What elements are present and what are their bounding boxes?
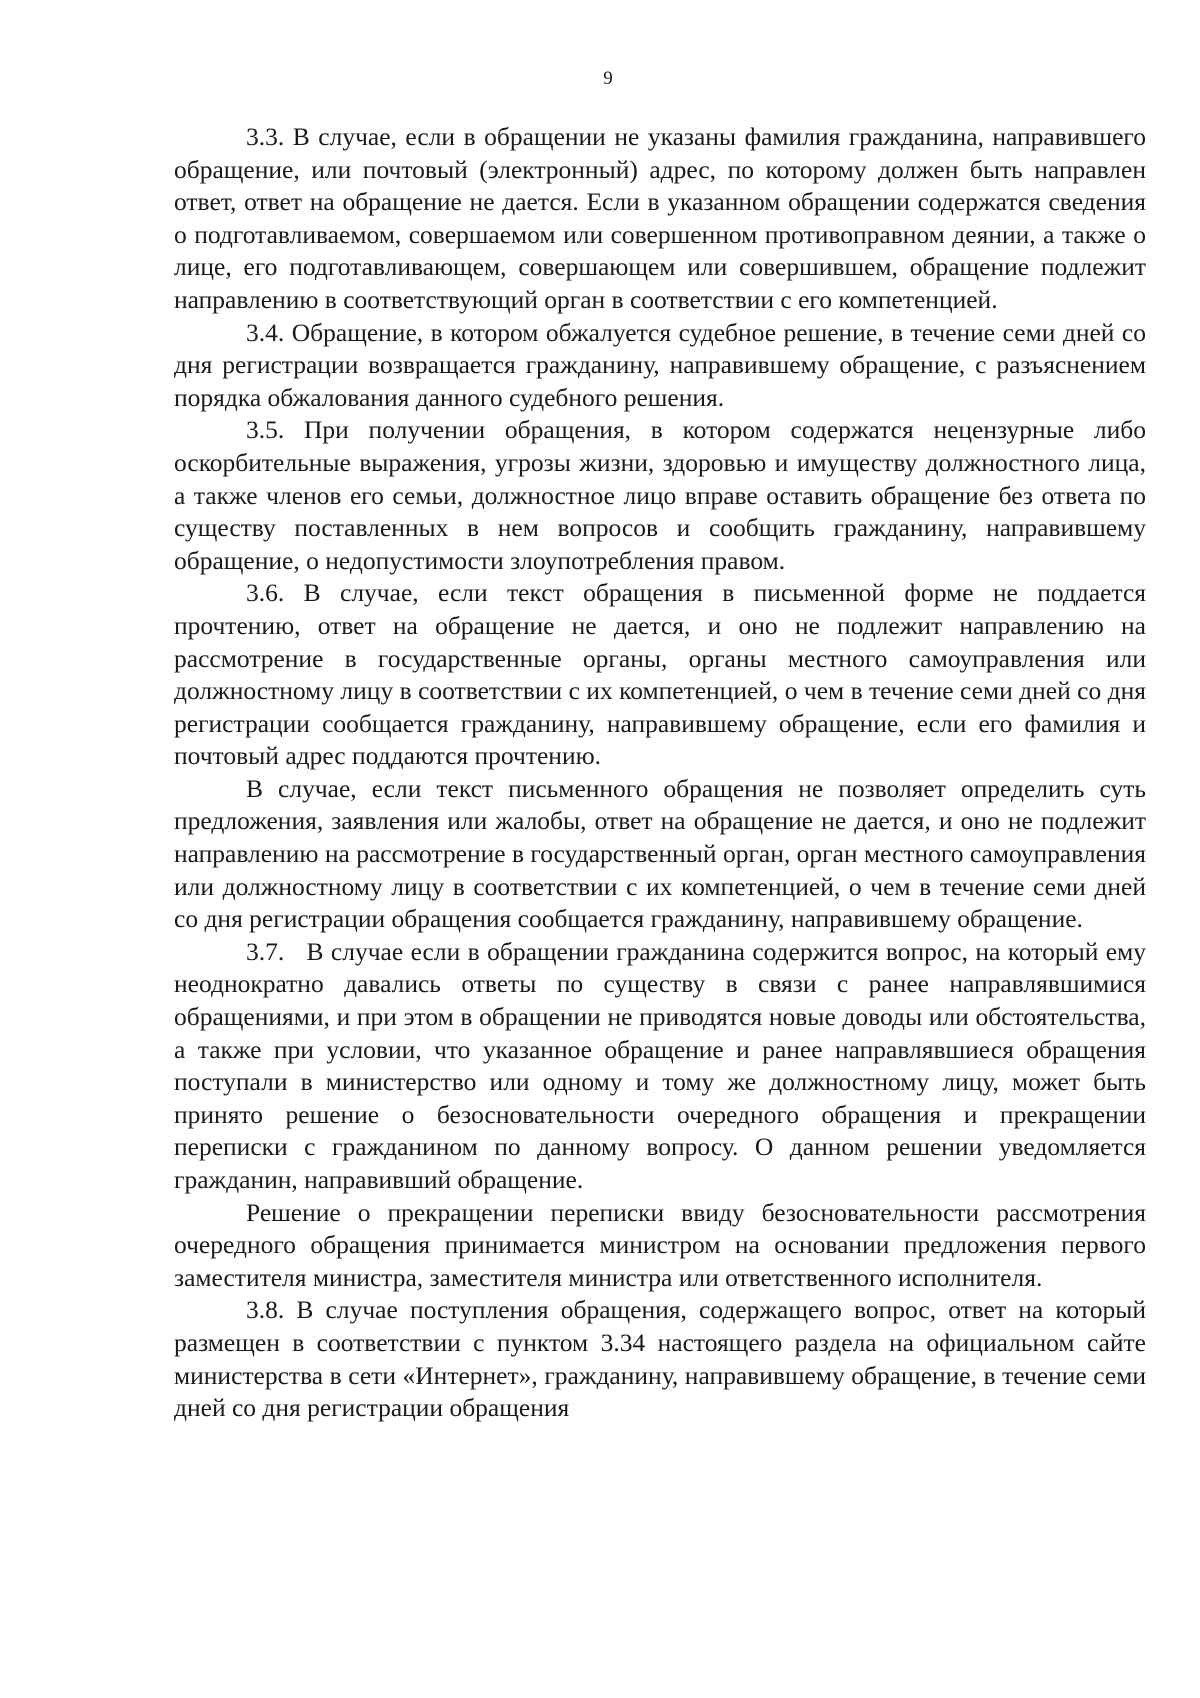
paragraph-3-3: 3.3. В случае, если в обращении не указаны фамилия гражданина, направившего обращение, или почтовый (электронный) адрес, по которому должен быть направлен ответ, ответ на обращение не дается. Если в указанном обращении содержатся сведения о подготавливаемом, совершаемом или совершенном противоправном деянии, а также о лице, его подготавливающем, совершающем или совершившем, обращение подлежит направлению в соответствующий орган в соответствии с его компетенцией. <box>174 122 1146 314</box>
paragraph-3-7: 3.7. В случае если в обращении гражданина содержится вопрос, на который ему неоднократно давались ответы по существу в связи с ранее направлявшимися обращениями, и при этом в обращении не приводятся новые доводы или обстоятельства, а также при условии, что указанное обращение и ранее направлявшиеся обращения поступали в министерство или одному и тому же должностному лицу, может быть принято решение о безосновательности очередного обращения и прекращении переписки с гражданином по данному вопросу. О данном решении уведомляется гражданин, направивший обращение. <box>174 936 1153 1194</box>
document-body <box>174 121 1153 1425</box>
paragraph-3-5: 3.5. При получении обращения, в котором содержатся нецензурные либо оскорбительные выражения, угрозы жизни, здоровью и имуществу должностного лица, а также членов его семьи, должностное лицо вправе оставить обращение без ответа по существу поставленных в нем вопросов и сообщить гражданину, направившему обращение, о недопустимости злоупотребления правом. <box>174 415 1146 575</box>
paragraph-3-4: 3.4. Обращение, в котором обжалуется судебное решение, в течение семи дней со дня регистрации возвращается гражданину, направившему обращение, с разъяснением порядка обжалования данного судебного решения. <box>174 317 1146 412</box>
paragraph-3-6: 3.6. В случае, если текст обращения в письменной форме не поддается прочтению, ответ на обращение не дается, и оно не подлежит направлению на рассмотрение в государственные органы, органы местного самоуправления или должностному лицу в соответствии с их компетенцией, о чем в течение семи дней со дня регистрации сообщается гражданину, направившему обращение, если его фамилия и почтовый адрес поддаются прочтению. <box>174 578 1146 771</box>
paragraph-3-8: 3.8. В случае поступления обращения, содержащего вопрос, ответ на который размещен в соответствии с пунктом 3.34 настоящего раздела на официальном сайте министерства в сети «Интернет», гражданину, направившему обращение, в течение семи дней со дня регистрации обращения <box>174 1295 1146 1423</box>
paragraph-3-6-continued: В случае, если текст письменного обращения не позволяет определить суть предложения, заявления или жалобы, ответ на обращение не дается, и оно не подлежит направлению на рассмотрение в государственный орган, орган местного самоуправления или должностному лицу в соответствии с их компетенцией, о чем в течение семи дней со дня регистрации обращения сообщается гражданину, направившему обращение. <box>174 773 1146 934</box>
page-number: 9 <box>603 68 613 89</box>
paragraph-3-7-continued: Решение о прекращении переписки ввиду безосновательности рассмотрения очередного обращения принимается министром на основании предложения первого заместителя министра, заместителя министра или ответственного исполнителя. <box>174 1197 1146 1292</box>
